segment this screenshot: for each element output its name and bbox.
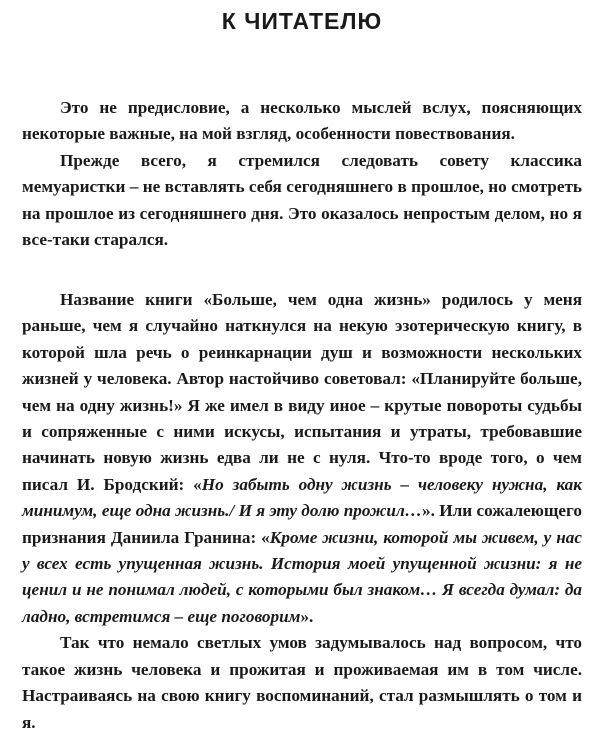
- granin-quote: Кроме жизни, которой мы живем, у нас у всех есть упущенная жизнь. История моей упущенной жизни: я не ценил и не понимал людей, с которыми был знаком… Я всегда думал: да ладно, встретимся – еще поговорим: [22, 527, 582, 626]
- paragraph-3: [22, 287, 582, 630]
- paragraph-1: Это не предисловие, а несколько мыслей вслух, поясняющих некоторые важные, на мой взгляд, особенности повествования.: [22, 98, 582, 144]
- brodsky-quote: Но забыть одну жизнь – человеку нужна, как минимум, еще одна жизнь./ И я эту долю прожил…: [22, 474, 582, 521]
- main-block: [22, 287, 582, 736]
- paragraph-3-text-b: ». Или сожалеющего признания Даниила Гранина: «: [22, 501, 582, 547]
- paragraph-4: Так что немало светлых умов задумывалось над вопросом, что такое жизнь человека и прожитая и проживаемая им в том числе. Настраиваясь на свою книгу воспоминаний, стал размышлять о том и я.: [22, 633, 582, 732]
- chapter-title: К ЧИТАТЕЛЮ: [221, 8, 383, 34]
- paragraph-3-text-a: Название книги «Больше, чем одна жизнь» родилось у меня раньше, чем я случайно наткнулся на некую эзотерическую книгу, в которой шла речь о реинкарнации душ и возможности нескольких жизней у человека. Автор настойчиво советовал: «Планируйте больше, чем на одну жизнь!» Я же имел в виду иное – крутые повороты судьбы и сопряженные с ними искусы, испытания и утраты, требовавшие начинать новую жизнь едва ли не с нуля. Что-то вроде того, о чем писал И. Бродский: «: [22, 290, 582, 494]
- paragraph-2: Прежде всего, я стремился следовать совету классика мемуаристки – не вставлять себя сегодняшнего в прошлое, но смотреть на прошлое из сегодняшнего дня. Это оказалось непростым делом, но я все-таки старался.: [22, 150, 582, 250]
- paragraph-3-text-c: ».: [300, 606, 314, 626]
- intro-block: [22, 95, 582, 253]
